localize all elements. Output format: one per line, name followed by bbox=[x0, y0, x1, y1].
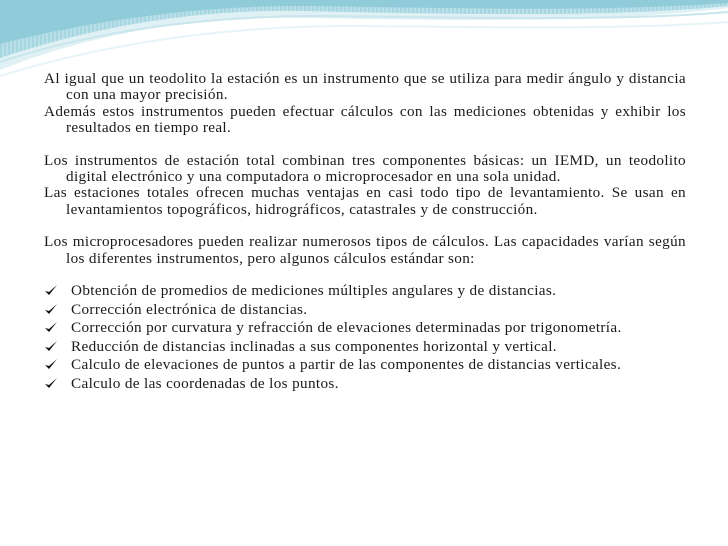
calculation-checklist bbox=[44, 283, 686, 393]
list-item bbox=[44, 283, 686, 300]
list-item-text: Reducción de distancias inclinadas a sus componentes horizontal y vertical. bbox=[71, 337, 557, 355]
checkmark-icon bbox=[44, 377, 58, 390]
checkmark-icon bbox=[44, 340, 58, 353]
list-item-text: Obtención de promedios de mediciones múltiples angulares y de distancias. bbox=[71, 282, 557, 300]
list-item bbox=[44, 357, 686, 374]
checkmark-icon bbox=[44, 284, 58, 297]
list-item bbox=[44, 302, 686, 319]
paragraph-estacion-intro: Al igual que un teodolito la estación es un instrumento que se utiliza para medir ángulo y distancia con una mayor precisión. bbox=[44, 70, 686, 104]
paragraph-componentes: Los instrumentos de estación total combinan tres componentes básicas: un IEMD, un teodolito digital electrónico y una computadora o microprocesador en una sola unidad. bbox=[44, 151, 686, 186]
checkmark-icon bbox=[44, 358, 58, 371]
list-item-text: Corrección por curvatura y refracción de elevaciones determinadas por trigonometría. bbox=[71, 319, 622, 337]
paragraph-calculos: Además estos instrumentos pueden efectuar cálculos con las mediciones obtenidas y exhibir los resultados en tiempo real. bbox=[44, 102, 686, 137]
list-item-text: Calculo de las coordenadas de los puntos. bbox=[71, 375, 339, 393]
list-item bbox=[44, 376, 686, 393]
list-item bbox=[44, 339, 686, 356]
list-item bbox=[44, 320, 686, 337]
paragraph-ventajas: Las estaciones totales ofrecen muchas ventajas en casi todo tipo de levantamiento. Se usan en levantamientos topográficos, hidrográficos, catastrales y de construcción. bbox=[44, 184, 686, 218]
list-item-text: Corrección electrónica de distancias. bbox=[71, 300, 308, 318]
slide-content bbox=[44, 71, 686, 395]
list-item-text: Calculo de elevaciones de puntos a partir de las componentes de distancias verticales. bbox=[71, 356, 622, 374]
paragraph-microprocesadores: Los microprocesadores pueden realizar numerosos tipos de cálculos. Las capacidades varían según los diferentes instrumentos, pero algunos cálculos estándar son: bbox=[44, 233, 686, 267]
checkmark-icon bbox=[44, 321, 58, 334]
checkmark-icon bbox=[44, 303, 58, 316]
